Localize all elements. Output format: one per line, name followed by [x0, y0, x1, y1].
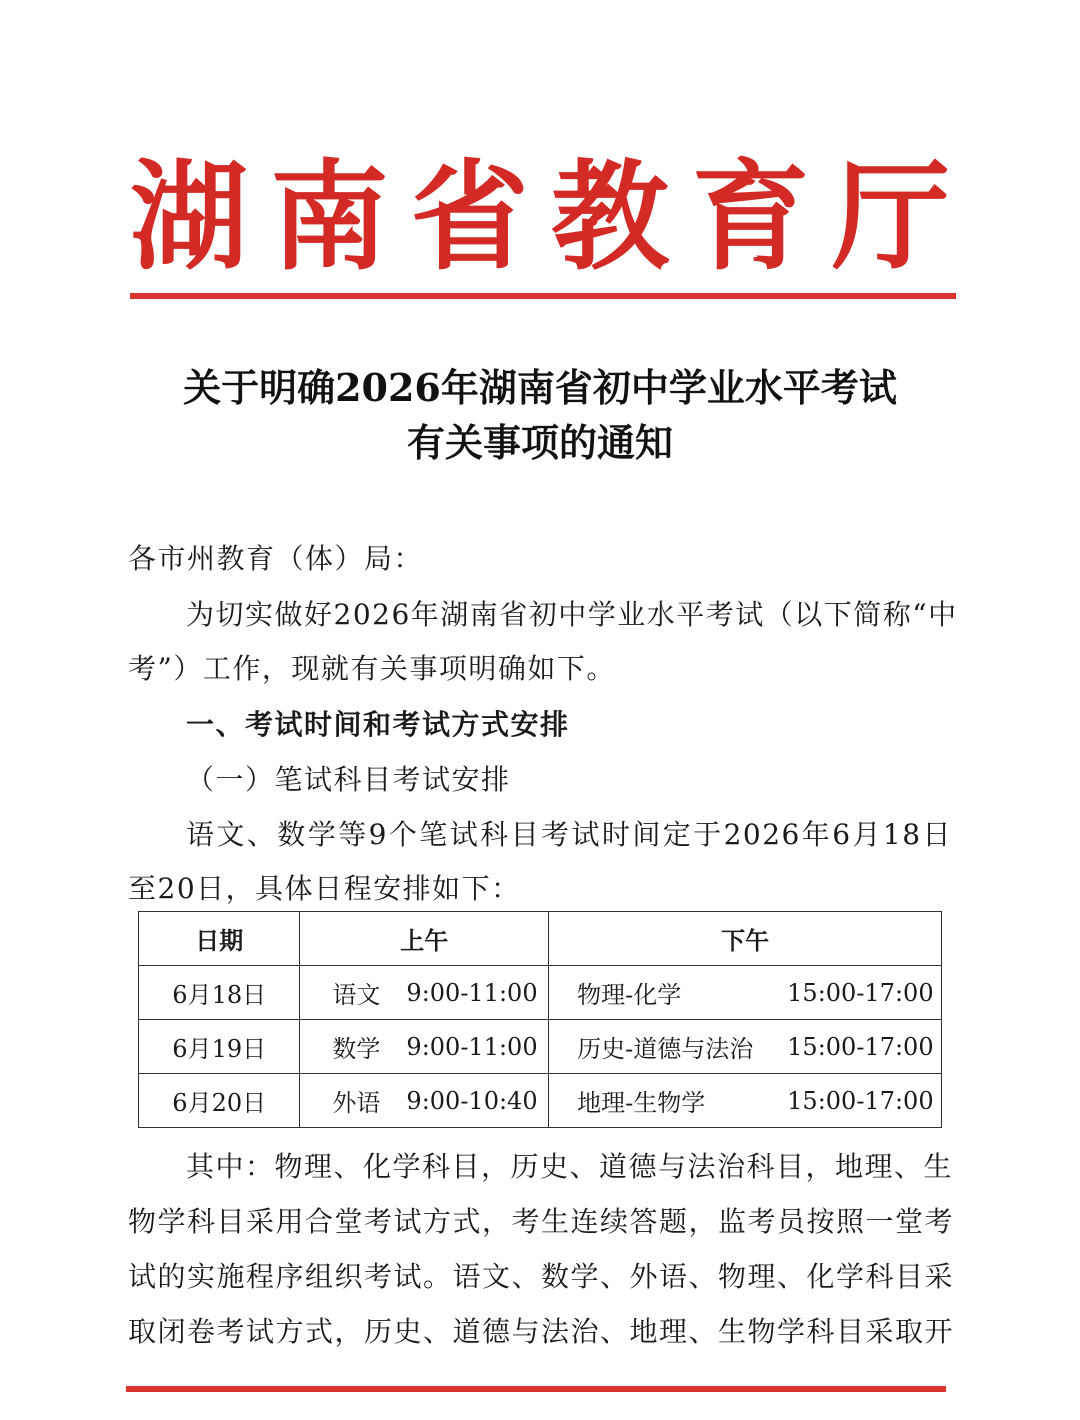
morning-subject: 语文	[332, 981, 381, 1009]
masthead-char: 省	[410, 147, 529, 286]
morning-cell	[300, 966, 549, 1020]
afternoon-time: 15:00-17:00	[787, 1032, 934, 1061]
afternoon-cell	[549, 1020, 942, 1074]
note-paragraph-line-2: 物学科目采用合堂考试方式，考生连续答题，监考员按照一堂考	[128, 1205, 955, 1238]
afternoon-subject: 历史-道德与法治	[577, 1035, 754, 1063]
header-morning: 上午	[300, 912, 549, 966]
afternoon-cell	[549, 966, 942, 1020]
date-cell: 6月19日	[139, 1020, 300, 1074]
exam-schedule-table	[138, 911, 942, 1128]
masthead-char: 南	[270, 147, 389, 286]
header-date: 日期	[139, 912, 300, 966]
morning-time: 9:00-11:00	[406, 1032, 538, 1061]
document-title-line-1: 关于明确2026年湖南省初中学业水平考试	[183, 365, 897, 410]
schedule-paragraph-line-1: 语文、数学等9个笔试科目考试时间定于2026年6月18日	[186, 818, 952, 851]
afternoon-cell	[549, 1074, 942, 1128]
table-row	[139, 1074, 942, 1128]
afternoon-time: 15:00-17:00	[787, 978, 934, 1007]
schedule-paragraph-line-2: 至20日，具体日程安排如下：	[128, 872, 521, 905]
morning-subject: 数学	[332, 1035, 381, 1063]
masthead-char: 湖	[130, 147, 249, 286]
morning-time: 9:00-10:40	[406, 1086, 538, 1115]
salutation: 各市州教育（体）局：	[128, 542, 424, 575]
header-afternoon: 下午	[549, 912, 942, 966]
afternoon-time: 15:00-17:00	[787, 1086, 934, 1115]
table-header-row	[139, 912, 942, 966]
masthead-char: 厅	[831, 147, 950, 286]
footer-divider	[126, 1386, 946, 1392]
masthead-divider	[130, 293, 956, 299]
masthead	[130, 147, 950, 286]
morning-subject: 外语	[332, 1089, 381, 1117]
date-cell: 6月20日	[139, 1074, 300, 1128]
note-paragraph-line-1: 其中：物理、化学科目，历史、道德与法治科目，地理、生	[186, 1150, 954, 1183]
date-cell: 6月18日	[139, 966, 300, 1020]
masthead-char: 育	[691, 147, 810, 286]
subsection-heading-1: （一）笔试科目考试安排	[186, 763, 511, 796]
document-title-line-2: 有关事项的通知	[406, 420, 673, 465]
morning-cell	[300, 1074, 549, 1128]
afternoon-subject: 地理-生物学	[577, 1089, 706, 1117]
table-row	[139, 1020, 942, 1074]
afternoon-subject: 物理-化学	[577, 981, 682, 1009]
table-row	[139, 966, 942, 1020]
intro-paragraph-line-2: 考”）工作，现就有关事项明确如下。	[128, 652, 616, 685]
intro-paragraph-line-1: 为切实做好2026年湖南省初中学业水平考试（以下简称“中	[186, 598, 958, 631]
morning-time: 9:00-11:00	[406, 978, 538, 1007]
morning-cell	[300, 1020, 549, 1074]
masthead-char: 教	[551, 147, 670, 286]
section-heading-1: 一、考试时间和考试方式安排	[186, 708, 570, 741]
note-paragraph-line-3: 试的实施程序组织考试。语文、数学、外语、物理、化学科目采	[128, 1260, 955, 1293]
note-paragraph-line-4: 取闭卷考试方式，历史、道德与法治、地理、生物学科目采取开	[128, 1315, 955, 1348]
